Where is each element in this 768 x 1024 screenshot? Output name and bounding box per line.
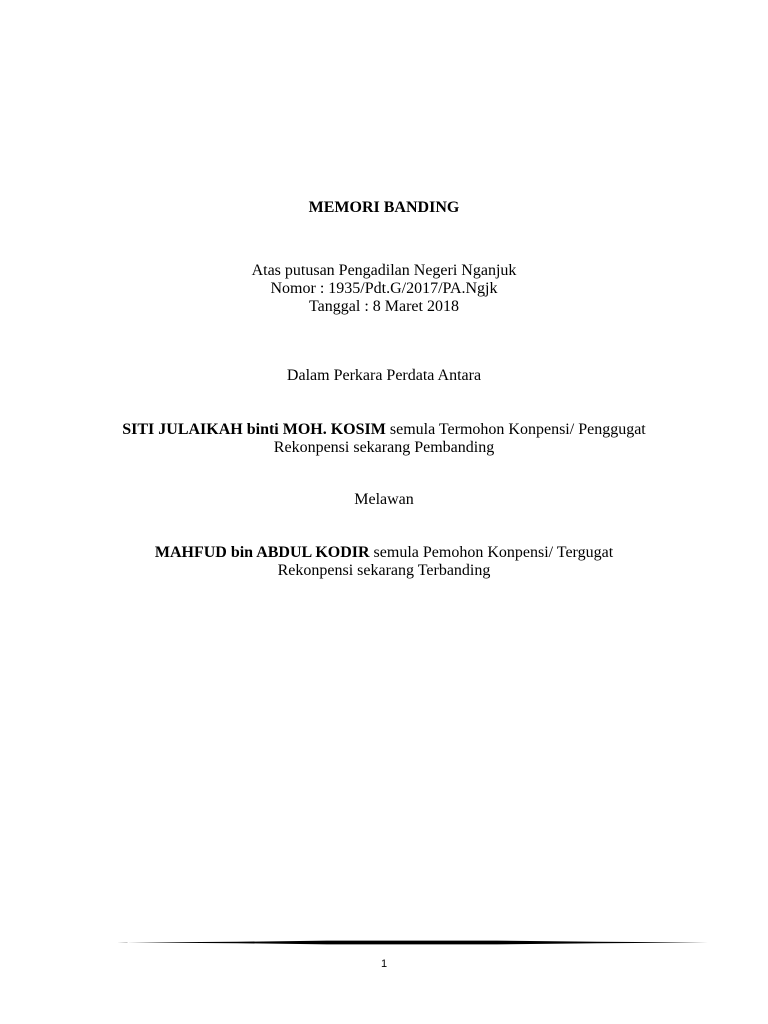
respondent-line: [0, 543, 768, 563]
date-line: Tanggal : 8 Maret 2018: [309, 298, 459, 315]
case-number-line: Nomor : 1935/Pdt.G/2017/PA.Ngjk: [270, 280, 498, 297]
court-decision-line: Atas putusan Pengadilan Negeri Nganjuk: [251, 262, 517, 279]
page-number: 1: [380, 958, 388, 970]
document-title: MEMORI BANDING: [308, 199, 460, 216]
footer-divider: [117, 940, 708, 945]
appellant-role-continued: Rekonpensi sekarang Pembanding: [273, 439, 495, 456]
appellant-line: [0, 420, 768, 440]
appellant-role: semula Termohon Konpensi/ Penggugat: [385, 421, 646, 438]
versus-label: Melawan: [354, 491, 414, 508]
case-intro: Dalam Perkara Perdata Antara: [286, 367, 482, 384]
appellant-name: SITI JULAIKAH binti MOH. KOSIM: [122, 421, 386, 438]
respondent-role: semula Pemohon Konpensi/ Tergugat: [369, 544, 614, 561]
respondent-role-continued: Rekonpensi sekarang Terbanding: [277, 562, 491, 579]
respondent-name: MAHFUD bin ABDUL KODIR: [154, 544, 370, 561]
